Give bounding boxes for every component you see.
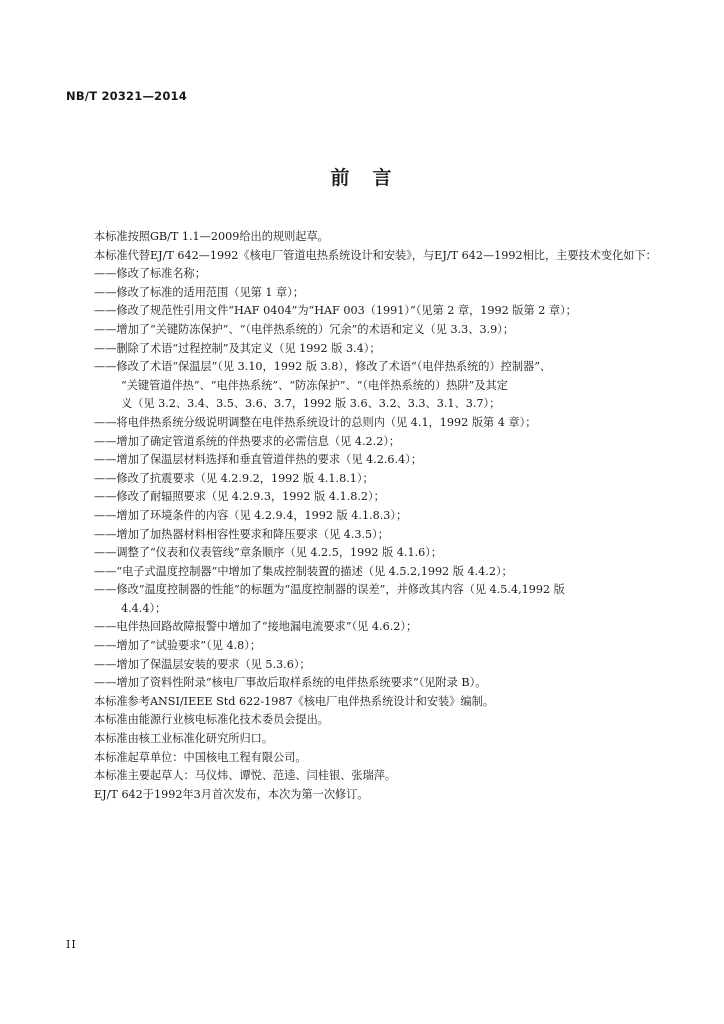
closing-paragraph: 本标准由核工业标准化研究所归口。	[94, 732, 274, 746]
change-item: ——增加了“试验要求”（见 4.8）；	[94, 639, 262, 653]
change-item: ——增加了“关键防冻保护”、“（电伴热系统的）冗余”的术语和定义（见 3.3、3.9）；	[94, 322, 515, 336]
change-item: ——修改了抗震要求（见 4.2.9.2，1992 版 4.1.8.1）；	[94, 471, 374, 485]
change-item: ——修改了术语“保温层”（见 3.10，1992 版 3.8），修改了术语“（电伴热系统的）控制器”、	[94, 360, 552, 374]
closing-paragraph: 本标准起草单位：中国核电工程有限公司。	[94, 750, 307, 764]
closing-paragraph: 本标准主要起草人：马仪炜、谭悦、范逵、闫桂银、张瑞萍。	[94, 769, 397, 783]
change-item-continuation: 4.4.4）；	[121, 601, 167, 615]
page-title: 前 言	[330, 167, 394, 189]
change-item: ——修改了规范性引用文件“HAF 0404”为“HAF 003（1991）”（见第 2 章，1992 版第 2 章）；	[94, 304, 577, 318]
change-item: ——增加了环境条件的内容（见 4.2.9.4，1992 版 4.1.8.3）；	[94, 508, 408, 522]
closing-paragraph: 本标准由能源行业核电标准化技术委员会提出。	[94, 713, 329, 727]
paragraph-replacement: 本标准代替EJ/T 642—1992《核电厂管道电热系统设计和安装》，与EJ/T 642—1992相比，主要技术变化如下：	[94, 248, 657, 262]
page-number: II	[66, 938, 77, 951]
closing-paragraph: 本标准参考ANSI/IEEE Std 622-1987《核电厂电伴热系统设计和安装》编制。	[94, 694, 494, 708]
change-item: ——修改“温度控制器的性能”的标题为“温度控制器的误差”，并修改其内容（见 4.5.4,1992 版	[94, 583, 565, 597]
change-item: ——修改了耐辐照要求（见 4.2.9.3，1992 版 4.1.8.2）；	[94, 490, 385, 504]
change-item: ——增加了资料性附录“核电厂事故后取样系统的电伴热系统要求”（见附录 B）。	[94, 676, 487, 690]
change-item: ——增加了确定管道系统的伴热要求的必需信息（见 4.2.2）；	[94, 434, 401, 448]
technical-changes-list	[66, 265, 658, 693]
change-item: ——修改了标准的适用范围（见第 1 章）；	[94, 285, 305, 299]
closing-paragraph: EJ/T 642于1992年3月首次发布，本次为第一次修订。	[94, 787, 369, 801]
change-item: ——电伴热回路故障报警中增加了“接地漏电流要求”（见 4.6.2）；	[94, 620, 418, 634]
change-item: ——增加了保温层材料选择和垂直管道伴热的要求（见 4.2.6.4）；	[94, 453, 422, 467]
change-item-continuation: 义（见 3.2、3.4、3.5、3.6、3.7，1992 版 3.6、3.2、3.3、3.1、3.7）；	[121, 397, 501, 411]
paragraph-drafting-rule: 本标准按照GB/T 1.1—2009给出的规则起草。	[94, 230, 329, 243]
change-item: ——删除了术语“过程控制”及其定义（见 1992 版 3.4）；	[94, 341, 381, 355]
standard-number: NB/T 20321—2014	[66, 89, 187, 103]
change-item: ——将电伴热系统分级说明调整在电伴热系统设计的总则内（见 4.1，1992 版第 4 章）；	[94, 415, 537, 429]
change-item: ——修改了标准名称；	[94, 267, 206, 281]
closing-paragraphs	[66, 693, 658, 805]
change-item-continuation: “关键管道伴热”、“电伴热系统”、“防冻保护”、“（电伴热系统的）热阱”及其定	[121, 378, 508, 392]
foreword-content	[66, 228, 658, 804]
change-item: ——增加了加热器材料相容性要求和降压要求（见 4.3.5）；	[94, 527, 389, 541]
change-item: ——调整了“仪表和仪表管线”章条顺序（见 4.2.5，1992 版 4.1.6）；	[94, 546, 443, 560]
change-item: ——增加了保温层安装的要求（见 5.3.6）；	[94, 657, 311, 671]
change-item: ——“电子式温度控制器”中增加了集成控制装置的描述（见 4.5.2,1992 版 4.4.2）；	[94, 564, 513, 578]
